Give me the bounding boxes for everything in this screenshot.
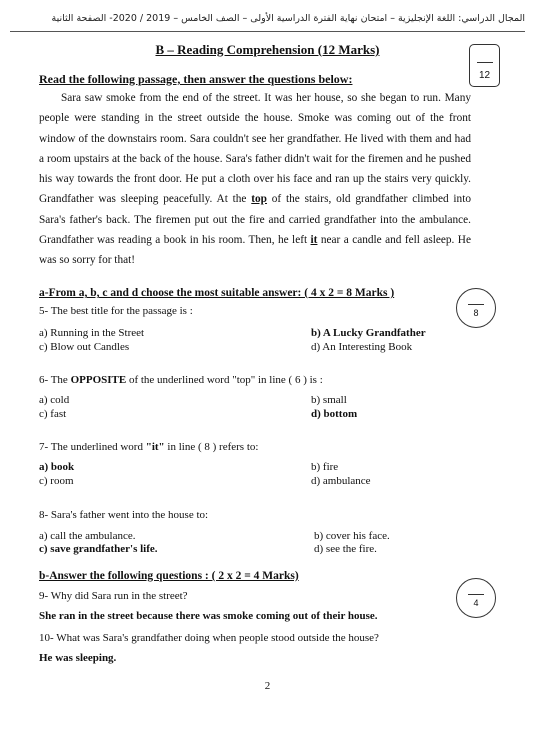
option-c: c) room	[39, 475, 74, 487]
underlined-word-top: top	[251, 193, 267, 206]
reading-passage: Sara saw smoke from the end of the street. It was her house, so she began to run. Many people were standing in the street outside the house. Smoke was coming out of the front window of the downstairs room. Sara couldn't see her grandfather. He lived with them and had a room upstairs at the back of the house. Sara's father didn't wait for the firemen and he pushed his way towards the front door. He put a cloth over his face and ran up the stairs very quickly. Grandfather was sleeping peacefully. At the top of the stairs, old grandfather climbed into Sara's father's back. The firemen put out the fire and carried grandfather into the ambulance. Grandfather was reading a book in his room. Then, he left it near a candle and fell asleep. He was so sorry for that!	[39, 92, 471, 267]
answer-9: She ran in the street because there was smoke coming out of their house.	[39, 610, 378, 622]
option-d: d) An Interesting Book	[311, 341, 413, 353]
score-blank-line	[468, 594, 484, 595]
option-a: a) book	[39, 461, 75, 473]
option-c: c) fast	[39, 408, 67, 420]
option-d: d) ambulance	[311, 475, 371, 487]
question-6: 6- The OPPOSITE of the underlined word "top" in line ( 6 ) is :	[39, 374, 323, 386]
reading-heading: Read the following passage, then answer the questions below:	[39, 72, 353, 86]
option-a: a) cold	[39, 394, 70, 406]
exam-header: المجال الدراسي: اللغة الإنجليزية – امتحان نهاية الفترة الدراسية الأولى – الصف الخامس – 2019 / 2020- الصفحة الثانية	[51, 13, 525, 24]
part-a-heading: a-From a, b, c and d choose the most suitable answer: ( 4 x 2 = 8 Marks )	[39, 287, 395, 299]
option-c: c) Blow out Candles	[39, 341, 130, 353]
score-total: 8	[473, 308, 479, 318]
question-9: 9- Why did Sara run in the street?	[39, 590, 188, 602]
option-b: b) A Lucky Grandfather	[311, 327, 426, 339]
option-a: a) Running in the Street	[39, 327, 145, 339]
answer-10: He was sleeping.	[39, 652, 117, 664]
option-b: b) small	[311, 394, 347, 406]
score-blank-line	[468, 304, 484, 305]
option-b: b) cover his face.	[314, 530, 390, 542]
score-blank-line	[477, 62, 493, 63]
score-total: 12	[478, 70, 491, 81]
part-a-score-circle	[456, 288, 496, 328]
option-d: d) see the fire.	[314, 543, 377, 555]
underlined-word-it: it	[310, 234, 318, 247]
part-b-score-circle	[456, 578, 496, 618]
part-b-heading: b-Answer the following questions : ( 2 x 2 = 4 Marks)	[39, 570, 299, 582]
header-divider	[10, 31, 525, 32]
question-7: 7- The underlined word "it" in line ( 8 ) refers to:	[39, 441, 259, 453]
page-number: 2	[264, 680, 271, 692]
option-b: b) fire	[311, 461, 339, 473]
section-score-box	[469, 44, 500, 87]
question-5: 5- The best title for the passage is :	[39, 305, 193, 317]
option-c: c) save grandfather's life.	[39, 543, 158, 555]
section-title: B – Reading Comprehension (12 Marks)	[155, 42, 380, 57]
question-8: 8- Sara's father went into the house to:	[39, 509, 209, 521]
question-10: 10- What was Sara's grandfather doing when people stood outside the house?	[39, 632, 379, 644]
option-d: d) bottom	[311, 408, 358, 420]
score-total: 4	[473, 598, 479, 608]
option-a: a) call the ambulance.	[39, 530, 136, 542]
